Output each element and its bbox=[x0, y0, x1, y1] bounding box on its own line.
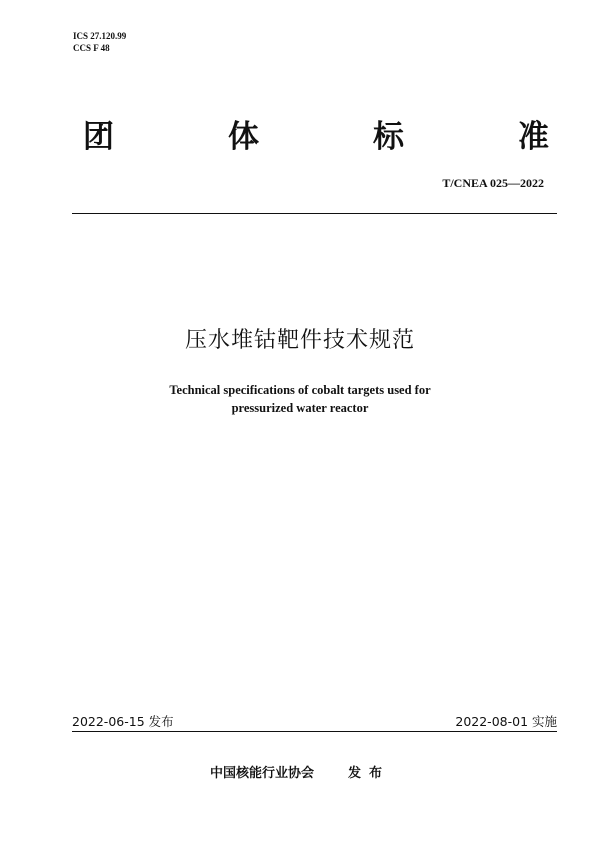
publisher-line bbox=[0, 762, 600, 781]
english-title-line: pressurized water reactor bbox=[231, 401, 369, 415]
implementation-date: 2022-08-01 实施 bbox=[455, 714, 557, 729]
english-title-line: Technical specifications of cobalt targets used for bbox=[169, 383, 431, 397]
standard-type-char: 标 bbox=[373, 119, 404, 155]
ics-code: ICS 27.120.99 bbox=[73, 31, 127, 41]
bottom-divider bbox=[72, 731, 557, 732]
issue-date: 2022-06-15 发布 bbox=[72, 714, 174, 729]
document-title-chinese: 压水堆钴靶件技术规范 bbox=[184, 328, 415, 353]
publisher-name: 中国核能行业协会 bbox=[209, 766, 314, 781]
standard-number: T/CNEA 025—2022 bbox=[442, 176, 544, 190]
standard-type-char: 体 bbox=[228, 119, 259, 155]
classification-codes bbox=[73, 30, 126, 54]
document-title-english bbox=[0, 381, 600, 417]
publish-label: 发布 bbox=[348, 766, 391, 781]
standard-type-char: 准 bbox=[518, 119, 549, 155]
ccs-code: CCS F 48 bbox=[73, 43, 110, 53]
standard-type-heading bbox=[83, 117, 549, 157]
top-divider bbox=[72, 213, 557, 214]
standard-type-char: 团 bbox=[83, 119, 114, 155]
